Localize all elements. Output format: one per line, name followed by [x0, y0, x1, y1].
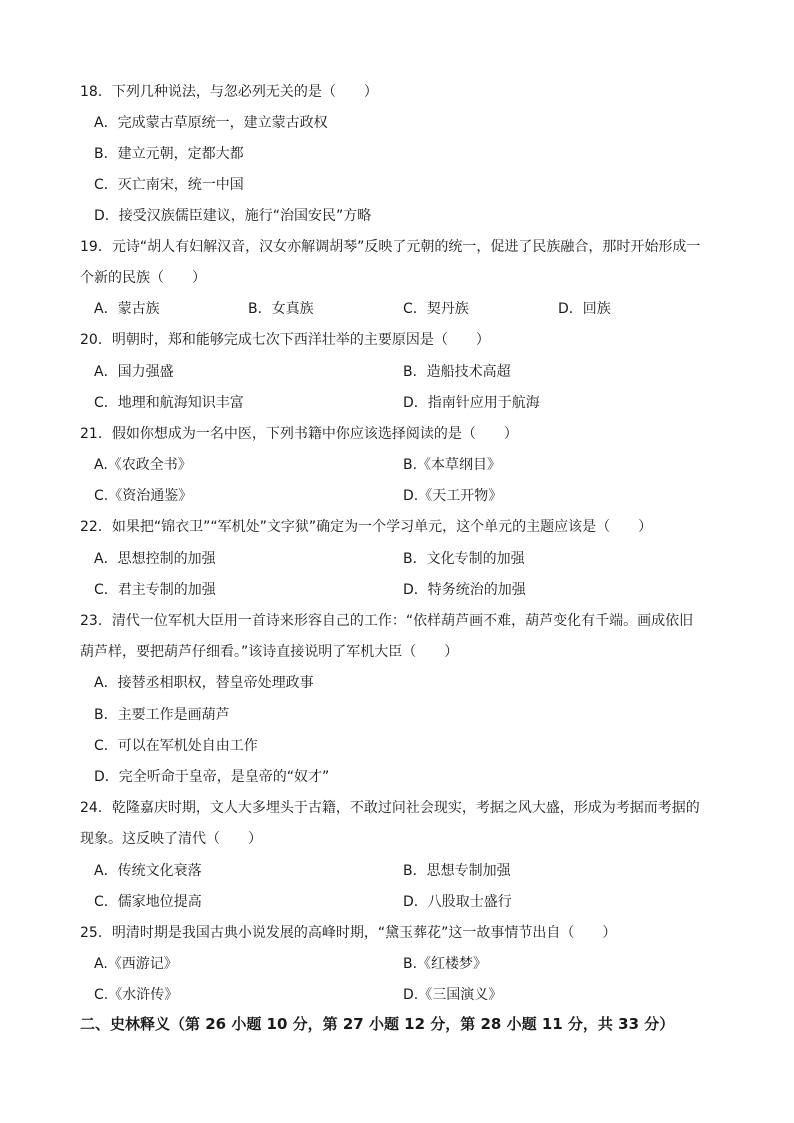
question-22-option-a: A．思想控制的加强: [94, 551, 216, 567]
question-22-option-d: D．特务统治的加强: [403, 582, 526, 598]
question-24-stem-line-1: 24．乾隆嘉庆时期，文人大多埋头于古籍，不敢过问社会现实，考据之风大盛，形成为考据而考据的: [80, 800, 700, 816]
question-19-option-a: A．蒙古族: [94, 301, 160, 317]
question-22-stem: 22．如果把“锦衣卫”“军机处”文字狱”确定为一个学习单元，这个单元的主题应该是（ ）: [80, 519, 653, 535]
question-21-option-a: A.《农政全书》: [94, 457, 192, 473]
question-24-option-a: A．传统文化衰落: [94, 863, 202, 879]
question-23-stem-line-1: 23．清代一位军机大臣用一首诗来形容自己的工作：“依样葫芦画不难，葫芦变化有千端。画成依旧: [80, 613, 694, 629]
question-18-option-d: D．接受汉族儒臣建议，施行“治国安民”方略: [94, 208, 372, 224]
question-23-stem-line-2: 葫芦样，要把葫芦仔细看。”该诗直接说明了军机大臣（ ）: [80, 644, 459, 660]
question-22-option-b: B．文化专制的加强: [403, 551, 525, 567]
question-20-option-a: A．国力强盛: [94, 364, 174, 380]
question-24-option-c: C．儒家地位提高: [94, 894, 202, 910]
question-19-stem-line-2: 个新的民族（ ）: [80, 270, 206, 286]
question-20-option-b: B．造船技术高超: [403, 364, 511, 380]
question-23-option-b: B．主要工作是画葫芦: [94, 707, 230, 723]
question-25-option-c: C.《水浒传》: [94, 987, 179, 1003]
question-25-option-b: B.《红楼梦》: [403, 956, 488, 972]
question-21-option-c: C.《资治通鉴》: [94, 488, 193, 504]
question-24-option-d: D．八股取士盛行: [403, 894, 512, 910]
question-18-option-b: B．建立元朝，定都大都: [94, 146, 244, 162]
question-24-stem-line-2: 现象。这反映了清代（ ）: [80, 831, 262, 847]
question-20-option-c: C．地理和航海知识丰富: [94, 395, 244, 411]
section-heading: 二、史林释义（第 26 小题 10 分，第 27 小题 12 分，第 28 小题 11 分，共 33 分）: [80, 1015, 675, 1033]
question-24-option-b: B．思想专制加强: [403, 863, 511, 879]
question-25-option-a: A.《西游记》: [94, 956, 178, 972]
question-20-option-d: D．指南针应用于航海: [403, 395, 540, 411]
question-21-stem: 21．假如你想成为一名中医，下列书籍中你应该选择阅读的是（ ）: [80, 426, 518, 442]
question-18-stem: 18．下列几种说法，与忽必列无关的是（ ）: [80, 84, 378, 100]
question-19-option-b: B．女真族: [248, 301, 314, 317]
question-22-option-c: C．君主专制的加强: [94, 582, 216, 598]
question-19-option-c: C．契丹族: [403, 301, 469, 317]
question-23-option-c: C．可以在军机处自由工作: [94, 738, 258, 754]
question-23-option-d: D．完全听命于皇帝，是皇帝的“奴才”: [94, 769, 330, 785]
question-18-option-c: C．灭亡南宋，统一中国: [94, 177, 244, 193]
question-25-stem: 25．明清时期是我国古典小说发展的高峰时期，“黛玉葬花”这一故事情节出自（ ）: [80, 925, 617, 941]
question-19-option-d: D．回族: [558, 301, 611, 317]
question-18-option-a: A．完成蒙古草原统一，建立蒙古政权: [94, 115, 328, 131]
question-25-option-d: D.《三国演义》: [403, 987, 503, 1003]
question-23-option-a: A．接替丞相职权，替皇帝处理政事: [94, 675, 314, 691]
question-20-stem: 20．明朝时，郑和能够完成七次下西洋壮举的主要原因是（ ）: [80, 332, 490, 348]
question-21-option-b: B.《本草纲目》: [403, 457, 502, 473]
question-19-stem-line-1: 19．元诗“胡人有妇解汉音，汉女亦解调胡琴”反映了元朝的统一，促进了民族融合，那时开始形成一: [80, 239, 701, 255]
question-21-option-d: D.《天工开物》: [403, 488, 503, 504]
